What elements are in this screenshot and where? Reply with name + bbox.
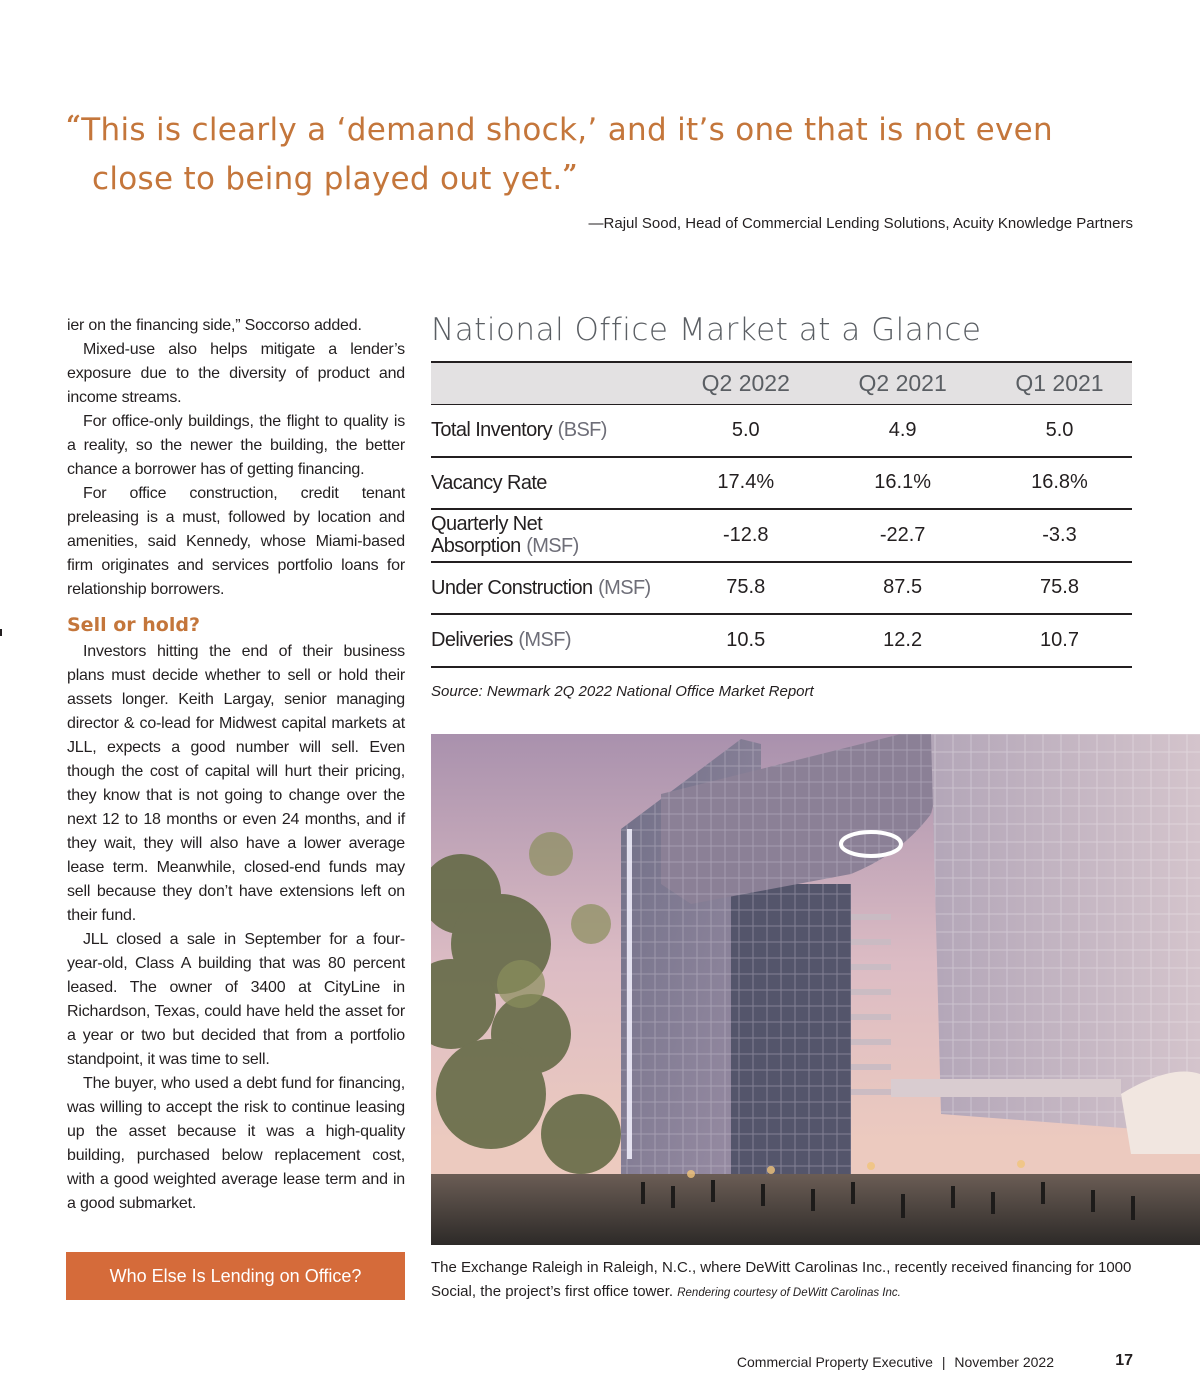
table-cell: 75.8	[673, 562, 818, 615]
column-header: Q2 2021	[818, 362, 987, 404]
row-label	[431, 457, 673, 510]
market-table	[431, 361, 1132, 668]
article-paragraph: Investors hitting the end of their business plans must decide whether to sell or hold their assets longer. Keith Largay, senior managing director & co-lead for Midwest capital markets at JLL, expects a good number will sell. Even though the cost of capital will hurt their pricing, they know that is not going to change over the next 12 to 18 months or even 24 months, and if they wait, they will also have a lower average lease term. Meanwhile, closed-end funds may sell because they don’t have extensions left on their fund.	[67, 643, 405, 924]
row-label-text-2: Absorption	[431, 535, 521, 558]
table-cell: -3.3	[987, 509, 1132, 562]
table-row	[431, 457, 1132, 510]
article-paragraph: The buyer, who used a debt fund for financing, was willing to accept the risk to continue leasing up the asset because it was a high-quality building, purchased below replacement cost, with a good weighted average lease term and in a good submarket.	[67, 1075, 405, 1212]
open-quote-mark: “	[66, 111, 82, 141]
table-row	[431, 404, 1132, 457]
table-cell: 75.8	[987, 562, 1132, 615]
footer-separator: |	[941, 1354, 946, 1370]
row-label	[431, 509, 673, 562]
row-label-text: Total Inventory	[431, 419, 553, 441]
table-source: Source: Newmark 2Q 2022 National Office Market Report	[431, 683, 814, 700]
row-unit: (MSF)	[518, 629, 571, 652]
article-paragraph: JLL closed a sale in September for a four-year-old, Class A building that was 80 percent leased. The owner of 3400 at CityLine in Richardson, Texas, could have held the asset for a year or two but decided that from a portfolio standpoint, it was time to sell.	[67, 931, 405, 1068]
table-cell: 4.9	[818, 404, 987, 457]
building-rendering-illustration	[431, 734, 1200, 1245]
photo-credit: Rendering courtesy of DeWitt Carolinas Inc.	[677, 1287, 901, 1299]
row-unit: (MSF)	[598, 576, 651, 599]
article-paragraph: For office construction, credit tenant preleasing is a must, followed by location and amenities, said Kennedy, whose Miami-based firm originates and services portfolio loans for relationship borrowers.	[67, 485, 405, 598]
row-unit: (BSF)	[557, 419, 607, 441]
table-cell: 17.4%	[673, 457, 818, 510]
photo-caption	[431, 1256, 1141, 1305]
row-label	[431, 404, 673, 457]
page-number: 17	[1115, 1352, 1133, 1369]
publication-name: Commercial Property Executive	[736, 1354, 933, 1370]
article-column	[67, 314, 405, 1216]
page-footer	[737, 1354, 1054, 1370]
row-unit: (MSF)	[526, 535, 579, 558]
pull-quote-line-1: This is clearly a ‘demand shock,’ and it’s one that is not even	[81, 112, 1053, 148]
row-label	[431, 614, 673, 667]
article-paragraph: Mixed-use also helps mitigate a lender’s exposure due to the diversity of product and income streams.	[67, 341, 405, 406]
pull-quote	[66, 104, 1066, 202]
column-header: Q1 2021	[987, 362, 1132, 404]
row-label-text: Quarterly Net	[431, 513, 543, 536]
building-rendering-image	[431, 734, 1200, 1245]
table-cell: 10.7	[987, 614, 1132, 667]
table-cell: 87.5	[818, 562, 987, 615]
row-label-text: Deliveries	[431, 629, 513, 652]
quote-attribution: —Rajul Sood, Head of Commercial Lending Solutions, Acuity Knowledge Partners	[588, 215, 1133, 232]
close-quote-mark: ”	[562, 160, 578, 190]
issue-date: November 2022	[954, 1354, 1054, 1370]
column-header: Q2 2022	[673, 362, 818, 404]
table-row	[431, 509, 1132, 562]
pull-quote-line-2: close to being played out yet.	[92, 161, 563, 197]
row-label-text: Under Construction	[431, 576, 593, 599]
row-label	[431, 562, 673, 615]
section-subhead: Sell or hold?	[67, 614, 200, 636]
article-paragraph: For office-only buildings, the flight to quality is a reality, so the newer the building, the better chance a borrower has of getting financing.	[67, 413, 405, 478]
row-label-text: Vacancy Rate	[431, 471, 547, 494]
table-row	[431, 614, 1132, 667]
table-cell: -12.8	[673, 509, 818, 562]
table-cell: 5.0	[673, 404, 818, 457]
margin-mark	[0, 629, 2, 636]
table-cell: 16.8%	[987, 457, 1132, 510]
article-paragraph: ier on the financing side,” Soccorso added.	[67, 317, 362, 334]
table-cell: -22.7	[818, 509, 987, 562]
table-row	[431, 562, 1132, 615]
photo-caption-text: The Exchange Raleigh in Raleigh, N.C., where DeWitt Carolinas Inc., recently received financing for 1000 Social, the project’s first office tower.	[431, 1259, 1132, 1300]
table-cell: 5.0	[987, 404, 1132, 457]
table-cell: 10.5	[673, 614, 818, 667]
table-header-row	[431, 362, 1132, 404]
table-cell: 12.2	[818, 614, 987, 667]
related-article-button[interactable]: Who Else Is Lending on Office?	[66, 1252, 405, 1300]
table-cell: 16.1%	[818, 457, 987, 510]
table-header-blank	[431, 362, 673, 404]
table-title: National Office Market at a Glance	[431, 312, 982, 348]
